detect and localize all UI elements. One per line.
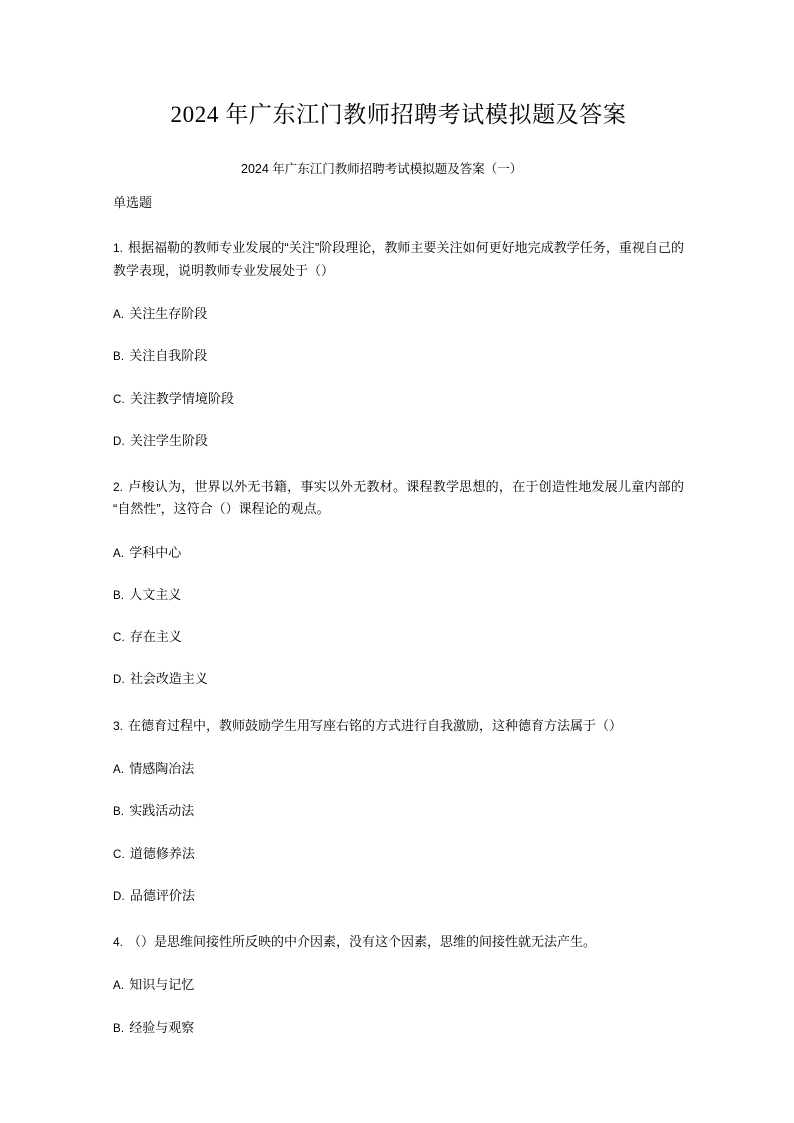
option-text: 知识与记忆 [129, 977, 195, 993]
option-row[interactable] [113, 953, 684, 995]
question-block [113, 906, 684, 1038]
option-row[interactable] [113, 647, 684, 689]
option-row[interactable] [113, 996, 684, 1038]
question-stem-text: （）是思维间接性所反映的中介因素，没有这个因素，思维的间接性就无法产生。 [128, 934, 597, 950]
question-stem [113, 451, 684, 521]
option-letter: A. [113, 547, 125, 560]
option-row[interactable] [113, 779, 684, 821]
question-stem-text: 在德育过程中，教师鼓励学生用写座右铭的方式进行自我激励，这种德育方法属于（） [128, 717, 623, 733]
option-text: 经验与观察 [129, 1019, 195, 1035]
option-letter: C. [113, 632, 125, 645]
option-letter: B. [113, 351, 125, 364]
option-letter: D. [113, 890, 125, 903]
option-text: 情感陶冶法 [129, 761, 195, 777]
question-stem [113, 212, 684, 282]
option-text: 品德评价法 [129, 887, 195, 903]
question-number: 4. [113, 935, 124, 950]
option-row[interactable] [113, 605, 684, 647]
option-text: 存在主义 [129, 629, 182, 645]
question-block [113, 690, 684, 906]
question-number: 3. [113, 718, 124, 733]
question-stem-text: 卢梭认为，世界以外无书籍，事实以外无教材。课程教学思想的，在于创造性地发展儿童内部的“自然性”，这符合（）课程论的观点。 [113, 479, 684, 517]
question-stem [113, 690, 684, 737]
question-number: 2. [113, 480, 124, 495]
option-letter: B. [113, 589, 125, 602]
option-row[interactable] [113, 521, 684, 563]
option-letter: B. [113, 1022, 125, 1035]
option-text: 关注教学情境阶段 [129, 390, 234, 406]
document-subtitle: 2024 年广东江门教师招聘考试模拟题及答案（一） [241, 162, 523, 177]
option-row[interactable] [113, 367, 684, 409]
option-letter: A. [113, 309, 125, 322]
option-text: 道德修养法 [129, 845, 195, 861]
option-letter: C. [113, 848, 125, 861]
option-row[interactable] [113, 282, 684, 324]
question-block [113, 451, 684, 690]
question-number: 1. [113, 241, 124, 256]
section-heading-single-choice: 单选题 [113, 194, 153, 210]
page-title: 2024 年广东江门教师招聘考试模拟题及答案 [170, 102, 627, 127]
option-row[interactable] [113, 737, 684, 779]
option-text: 关注自我阶段 [129, 348, 208, 364]
question-stem-text: 根据福勒的教师专业发展的“关注”阶段理论，教师主要关注如何更好地完成教学任务，重视自己的教学表现，说明教师专业发展处于（） [113, 240, 684, 278]
option-letter: A. [113, 980, 125, 993]
option-row[interactable] [113, 409, 684, 451]
option-letter: D. [113, 435, 125, 448]
option-letter: B. [113, 806, 125, 819]
option-text: 关注生存阶段 [129, 306, 208, 322]
option-row[interactable] [113, 822, 684, 864]
option-text: 关注学生阶段 [129, 432, 208, 448]
option-text: 学科中心 [129, 544, 182, 560]
option-letter: C. [113, 393, 125, 406]
option-row[interactable] [113, 864, 684, 906]
question-block [113, 212, 684, 451]
question-stem [113, 906, 684, 953]
option-text: 实践活动法 [129, 803, 195, 819]
document-content [113, 0, 684, 1038]
option-text: 人文主义 [129, 586, 182, 602]
option-letter: D. [113, 674, 125, 687]
option-row[interactable] [113, 563, 684, 605]
option-text: 社会改造主义 [129, 671, 208, 687]
option-letter: A. [113, 764, 125, 777]
option-row[interactable] [113, 324, 684, 366]
